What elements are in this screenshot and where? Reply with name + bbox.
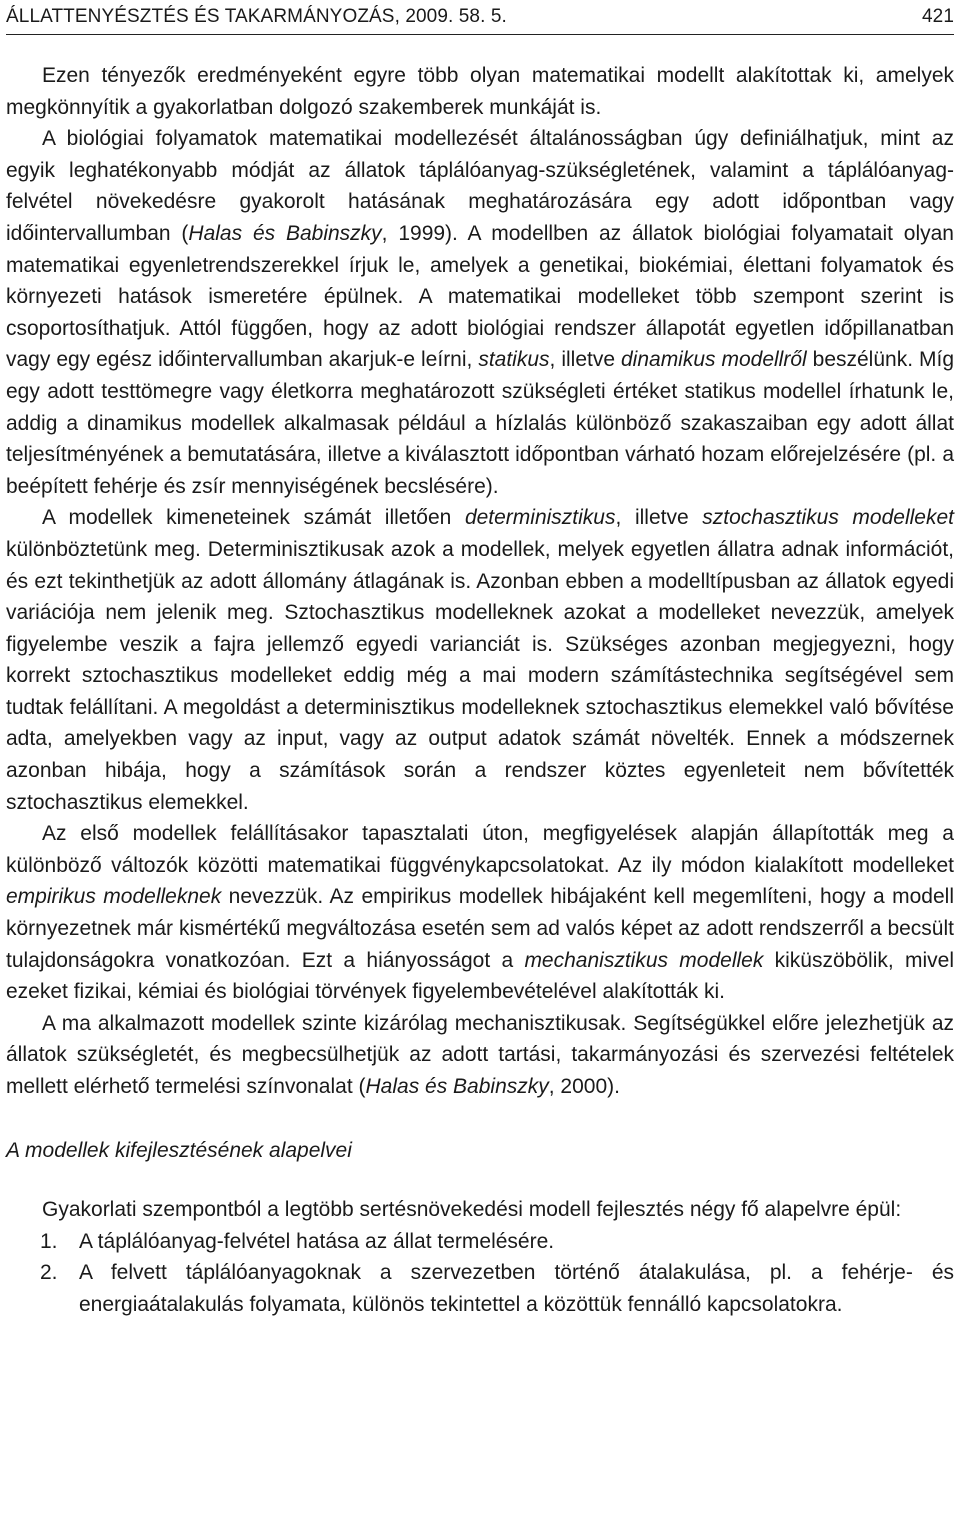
principles-list (6, 1226, 954, 1321)
p2-text-c: , illetve (549, 348, 621, 372)
term-empirikus: empirikus modelleknek (6, 885, 222, 909)
p2-text-d: beszélünk. Míg egy adott testtömegre vagy életkorra meghatározott szükségleti értéket statikus modellel írhatunk le, addig a dinamikus modellek alkalmasak például a hízlalás különböző szakaszaiban egy adott állat teljesítményének a bemutatására, illetve a kiválasztott időpontban várható hozam előrejelzésére (pl. a beépített fehérje és zsír mennyiségének becslésére). (6, 348, 955, 498)
list-item-number: 2. (40, 1261, 58, 1285)
paragraph-2 (6, 123, 954, 502)
p4-text-a: Az első modellek felállításakor tapasztalati úton, megfigyelések alapján állapították meg a különböző változók közötti matematikai függvénykapcsolatokat. Az ily módon kialakított modelleket (6, 822, 954, 877)
paragraph-3 (6, 502, 954, 818)
section-heading: A modellek kifejlesztésének alapelvei (6, 1138, 352, 1162)
p3-text-c: különböztetünk meg. Determinisztikusak azok a modellek, melyek egyetlen állatra adnak információt, és ezt tekinthetjük az adott állomány átlagának is. Azonban ebben a modelltípusban az állatok egyedi variációja nem jelenik meg. Sztochasztikus modelleknek azokat a modelleket nevezzük, amelyek figyelembe veszik a fajra jellemző egyedi varianciát is. Szükséges azonban megjegyezni, hogy korrekt sztochasztikus modelleket eddig még a mai modern számítástechnika segítségével sem tudtak felállítani. A megoldást a determinisztikus modelleknek sztochasztikus elemekkel való bővítése adta, amelyekben vagy az input, vagy az output adatok számát növelték. Ennek a módszernek azonban hibája, hogy a számítások során a rendszer köztes egyenleteit nem bővítették sztochasztikus elemekkel. (6, 537, 954, 814)
p4-text-b: nevezzük. Az empirikus modellek hibájaként kell megemlíteni, hogy a modell környezetnek már kismértékű megváltozása esetén sem ad valós képet az adott rendszerről a becsült tulajdonságokra vonatkozóan. Ezt a hiányosságot a (6, 885, 954, 972)
list-item-text: A felvett táplálóanyagoknak a szervezetben történő átalakulása, pl. a fehérje- és energiaátalakulás folyamata, különös tekintettel a közöttük fennálló kapcsolatokra. (79, 1261, 954, 1316)
p2-text-a: A biológiai folyamatok matematikai modellezését általánosságban úgy definiálhatjuk, mint az egyik leghatékonyabb módját az állatok táplálóanyag-szükségletének, valamint a táplálóanyag-felvétel növekedésre gyakorolt hatásának meghatározására egy adott időpontban vagy időintervallumban ( (6, 127, 954, 245)
list-item (6, 1226, 954, 1258)
paragraph-5 (6, 1008, 954, 1103)
term-dinamikus: dinamikus modellről (620, 348, 807, 372)
p4-text-c: kiküszöbölik, mivel ezeket fizikai, kémiai és biológiai törvények figyelembevételével alakították ki. (6, 948, 954, 1004)
journal-title: ÁLLATTENYÉSZTÉS ÉS TAKARMÁNYOZÁS, 2009. 58. 5. (6, 6, 507, 27)
paragraph-4 (6, 818, 954, 1008)
list-item (6, 1257, 954, 1320)
citation: Halas és Babinszky (365, 1075, 549, 1098)
p2-text-b: , 1999). A modellben az állatok biológiai folyamatait olyan matematikai egyenletrendszerekkel írjuk le, amelyek a genetikai, biokémiai, élettani folyamatok és környezeti hatások ismeretére épülnek. A matematikai modelleket több szempont szerint is csoportosíthatjuk. Attól függően, hogy az adott biológiai rendszer állapotát egyetlen időpillanatban vagy egy egész időintervallumban akarjuk-e leírni, (6, 221, 954, 372)
list-item-number: 1. (40, 1229, 58, 1253)
page-number: 421 (921, 6, 954, 27)
citation: Halas és Babinszky (188, 221, 382, 245)
term-sztochasztikus: sztochasztikus modelleket (702, 506, 954, 530)
running-header (6, 0, 954, 35)
p3-text-a: A modellek kimeneteinek számát illetően (42, 506, 465, 530)
term-statikus: statikus (478, 348, 550, 372)
term-mechanisztikus: mechanisztikus modellek (524, 948, 764, 972)
list-item-text: A táplálóanyag-felvétel hatása az állat termelésére. (79, 1229, 555, 1253)
p3-text-b: , illetve (615, 506, 703, 530)
paragraph-1: Ezen tényezők eredményeként egyre több olyan matematikai modellt alakítottak ki, amelyek megkönnyítik a gyakorlatban dolgozó szakemberek munkáját is. (6, 64, 954, 119)
term-determinisztikus: determinisztikus (464, 506, 616, 530)
p5-text-a: A ma alkalmazott modellek szinte kizárólag mechanisztikusak. Segítségükkel előre jelezhetjük az állatok szükségletét, és megbecsülhetjük az adott tartási, takarmányozási és szervezési feltételek mellett elérhető termelési színvonalat ( (6, 1011, 954, 1098)
p5-text-b: , 2000). (548, 1075, 620, 1098)
paragraph-6: Gyakorlati szempontból a legtöbb sertésnövekedési modell fejlesztés négy fő alapelvre épül: (42, 1198, 902, 1222)
article-body (6, 60, 954, 1321)
